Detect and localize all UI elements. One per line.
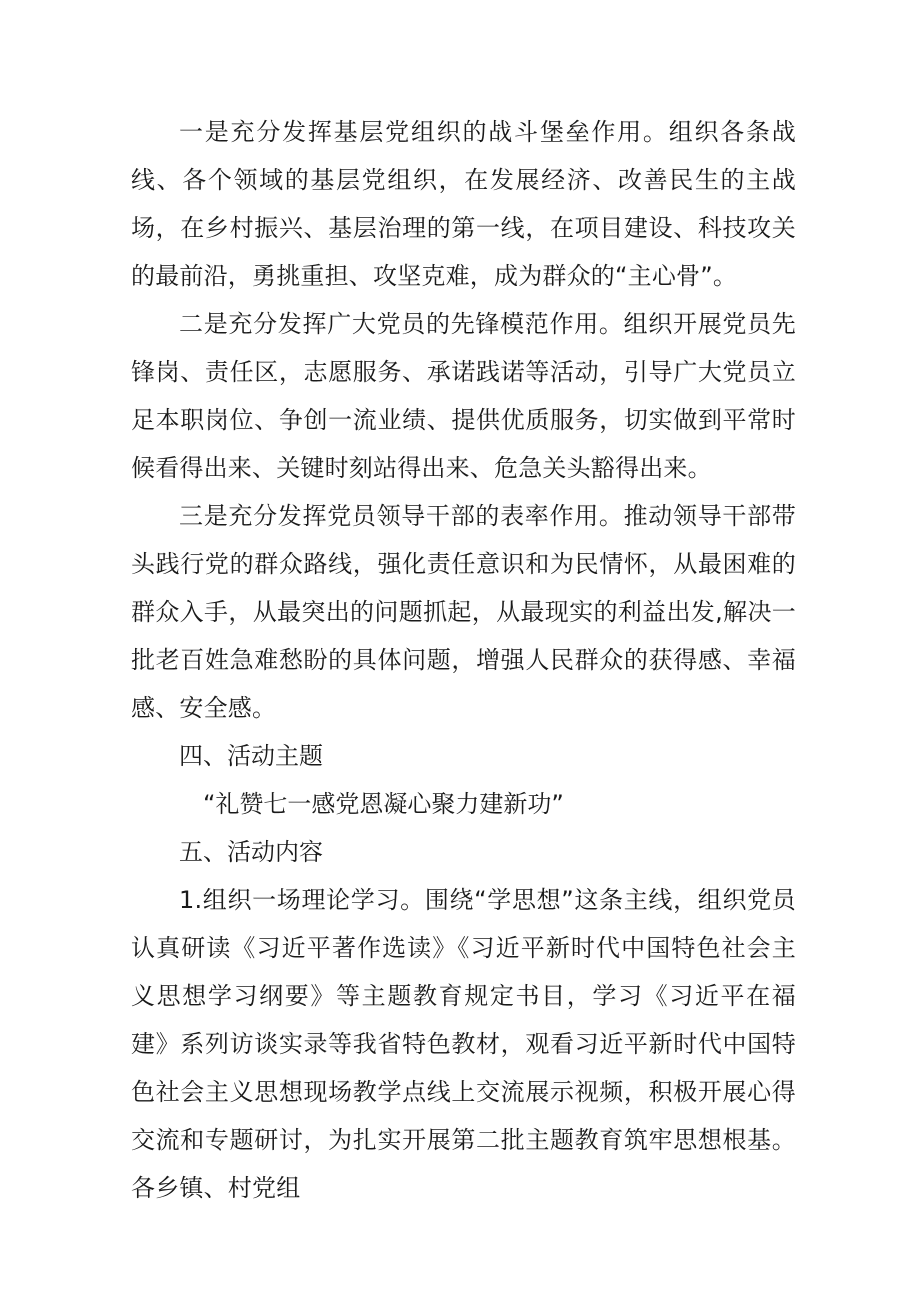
paragraph-4: 1.组织一场理论学习。围绕“学思想”这条主线，组织党员认真研读《习近平著作选读》《习近平新时代中国特色社会主义思想学习纲要》等主题教育规定书目，学习《习近平在福建》系列访谈实录等我省特色教材，观看习近平新时代中国特色社会主义思想现场教学点线上交流展示视频，积极开展心得交流和专题研讨，为扎实开展第二批主题教育筑牢思想根基。各乡镇、村党组	[131, 886, 796, 1202]
paragraph-1: 一是充分发挥基层党组织的战斗堡垒作用。组织各条战线、各个领域的基层党组织，在发展经济、改善民生的主战场，在乡村振兴、基层治理的第一线，在项目建设、科技攻关的最前沿，勇挑重担、攻坚克难，成为群众的“主心骨”。	[131, 118, 796, 290]
paragraph-3: 三是充分发挥党员领导干部的表率作用。推动领导干部带头践行党的群众路线，强化责任意识和为民情怀，从最困难的群众入手，从最突出的问题抓起，从最现实的利益出发,解决一批老百姓急难愁盼的具体问题，增强人民群众的获得感、幸福感、安全感。	[131, 502, 796, 722]
section-heading-theme: 四、活动主题	[179, 742, 323, 770]
section-heading-content: 五、活动内容	[179, 838, 323, 866]
document-body	[131, 108, 796, 1212]
paragraph-2: 二是充分发挥广大党员的先锋模范作用。组织开展党员先锋岗、责任区，志愿服务、承诺践诺等活动，引导广大党员立足本职岗位、争创一流业绩、提供优质服务，切实做到平常时候看得出来、关键时刻站得出来、危急关头豁得出来。	[131, 310, 796, 482]
activity-theme: “礼赞七一感党恩凝心聚力建新功”	[203, 790, 564, 818]
